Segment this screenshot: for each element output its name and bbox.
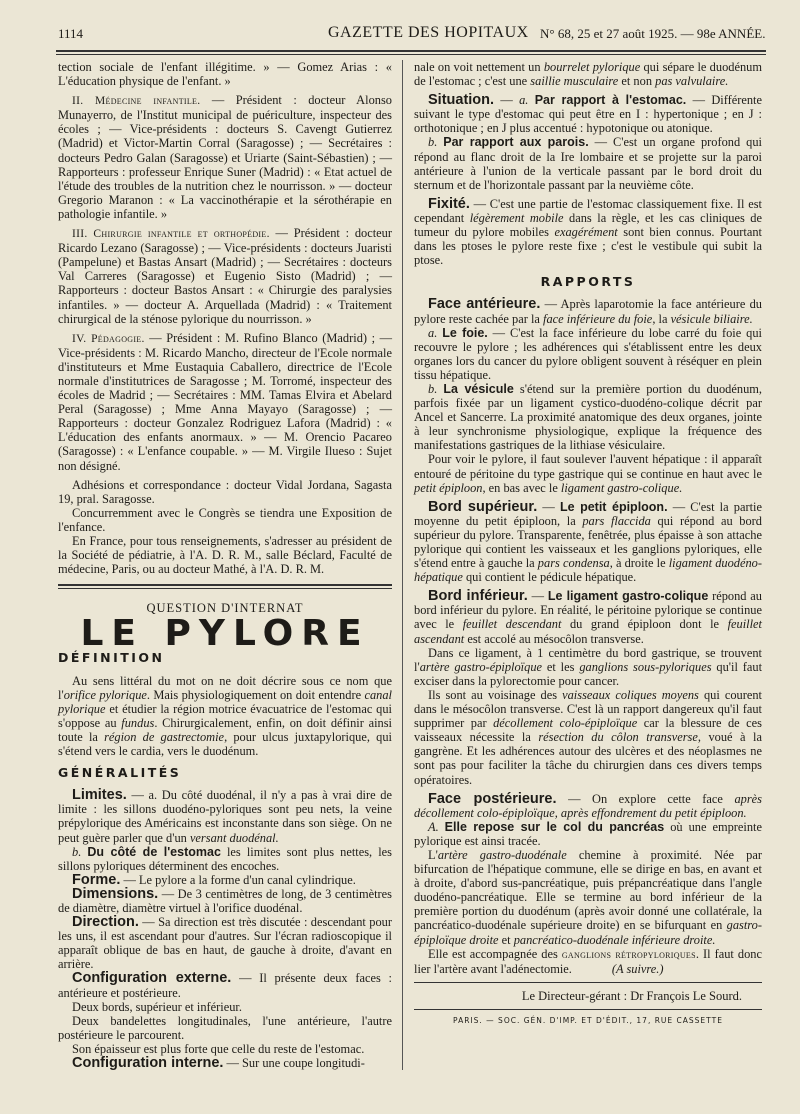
page-number: 1114 <box>58 26 84 41</box>
definition-paragraph: Au sens littéral du mot on ne doit décrire sous ce nom que l'orifice pylorique. Mais physiologiquement on doit entendre canal pylorique et étudier la région motrice évacuatrice de l'estomac qui s'oppose au fundus. Chirurgicalement, enfin, on doit définir ainsi toute la région de gastrectomie, pour ulcus juxtapylorique, qui s'étend vers le cardia, vers le duodénum. <box>58 673 392 759</box>
rapports-heading: RAPPORTS <box>540 274 636 290</box>
rubric-title: QUESTION D'INTERNAT <box>146 601 304 616</box>
config-interne-paragraph: Configuration interne. — Sur une coupe longitudi- <box>72 1055 365 1071</box>
congress-continuation: tection sociale de l'enfant illégitime. » — Gomez Arias : « L'éducation physique de l'enfant. » <box>58 60 392 89</box>
column-divider <box>402 60 403 1070</box>
page-header <box>0 22 800 52</box>
pour-voir-paragraph: Pour voir le pylore, il faut soulever l'auvent hépatique : il apparaît entouré de péritoine du type gastrique qui se continue en haut avec le petit épiploon, en bas avec le ligament gastro-colique. <box>414 452 762 495</box>
limites-label: Limites. <box>72 787 127 804</box>
left-column <box>58 60 392 1070</box>
france-paragraph: En France, pour tous renseignements, s'adresser au président de la Société de pédiatrie, à l'A. D. R. M., salle Béclard, Faculté de médecine, Paris, ou au docteur Mathé, à l'A. D. R. M. <box>58 534 392 577</box>
journal-title: GAZETTE DES HOPITAUX <box>328 24 529 41</box>
to-be-continued: (A suivre.) <box>611 961 664 976</box>
direction-paragraph: Direction. — Sa direction est très discutée : descendant pour les uns, il est ascendant pour d'autres. Sur l'écran radioscopique il apparaît oblique de bas en haut, de gauche à droite, d'avant en arrière. <box>58 914 392 972</box>
situation-b-paragraph: b. Par rapport aux parois. — C'est un organe profond qui répond au flanc droit de la Ire lombaire et se projette sur la paroi antérieure à l'union de la verticale passant par le bord droit du sternum et de l'horizontale passant par la neuvième côte. <box>414 135 762 192</box>
section-chirurgie-infantile: III. Chirurgie infantile et orthopédie. — Président : docteur Ricardo Lezano (Saragosse) ; — Vice-présidents : docteurs Juaristi (Pampelune) et Bastas Ansart (Madrid) ; — Secrétaires : docteurs Val Carreres (Saragosse) et Eugenio Sisto (Madrid) ; — Rapporteurs : docteur Bastos Ansart : « Chirurgie des paralysies infantiles. » — docteur A. Arquellada (Madrid) : « Traitement chirurgical de la sténose pylorique du nourrisson. » <box>58 226 392 326</box>
fixite-paragraph: Fixité. — C'est une partie de l'estomac classiquement fixe. Il est cependant légèrement mobile dans la règle, et les cas cliniques de tumeur du pylore mobiles exagérément sont bien connus. Pourtant dans les ptoses le pylore reste fixe ; c'est le vestibule qui subit la ptose. <box>414 195 762 268</box>
epaisseur-paragraph: Son épaisseur est plus forte que celle du reste de l'estomac. <box>72 1041 365 1056</box>
artere-paragraph: L'artère gastro-duodénale chemine à proximité. Née par bifurcation de l'hépatique commune, elle se dirige en bas, en avant et à droite, d'abord sus-pancréatique, puis prépancréatique dans l'angle duodéno-pancréatique. Elle se termine au bord inférieur de la première portion du duodénum (après avoir donné une collatérale, la pancréatico-duodénale supérieure droite) en se bifurquant en gastro-épiploïque droite et pancréatico-duodénale inférieure droite. <box>414 847 762 947</box>
ligament-paragraph: Dans ce ligament, à 1 centimètre du bord gastrique, se trouvent l'artère gastro-épiploïque et les ganglions sous-pyloriques qu'il faut exciser dans la pylorectomie pour cancer. <box>414 645 763 688</box>
section-medecine-infantile: II. Médecine infantile. — Président : docteur Alonso Munayerro, de l'Institut municipal de puériculture, inspecteur des écoles ; — Vice-présidents : docteurs S. Cavengt Gutierrez (Madrid) et Victor-Martin Corral (Saragosse) ; — Secrétaires : docteurs Pedro Galan (Saragosse) et Uriarte (Saint-Sébastien) ; — Rapporteurs : professeur Enrique Suner (Madrid) : « Etat actuel de l'étude des troubles de la nutrition chez le nourrisson. » — docteur Gregorio Maranon : « La vaccinothérapie et la sérothérapie en pathologie infantile. » <box>58 93 392 221</box>
right-column <box>414 60 762 1028</box>
adhesions-paragraph: Adhésions et correspondance : docteur Vidal Jordana, Sagasta 19, pral. Saragosse. <box>58 477 392 506</box>
config-interne-continuation: nale on voit nettement un bourrelet pylorique qui sépare le duodénum de l'estomac ; c'est une saillie musculaire et non pas valvulaire. <box>414 60 762 89</box>
dimensions-paragraph: Dimensions. — De 3 centimètres de long, de 3 centimètres de diamètre, diamètre virtuel à l'orifice duodénal. <box>58 885 392 915</box>
printer-imprint: PARIS. — SOC. GÉN. D'IMP. ET D'ÉDIT., 17, RUE CASSETTE <box>453 1015 723 1025</box>
limites-paragraph: Limites. — a. Du côté duodénal, il n'y a pas à vrai dire de limite : les sillons duodéno-pyloriques sont peu nets, la veine prépylorique des Américains est inconstante dans son siège. On ne peut guère parler que d'un versant duodénal. <box>58 787 392 845</box>
generalites-heading: GÉNÉRALITÉS <box>58 765 182 781</box>
article-title: LE PYLORE <box>80 613 370 655</box>
section-label: III. Chirurgie infantile et orthopédie. <box>72 228 270 241</box>
footer-rule-2 <box>414 1009 762 1010</box>
config-externe-paragraph: Configuration externe. — Il présente deux faces : antérieure et postérieure. <box>58 970 392 1000</box>
bords-paragraph: Deux bords, supérieur et inférieur. <box>72 999 242 1014</box>
bord-superieur-paragraph: Bord supérieur. — Le petit épiploon. — C'est la partie moyenne du petit épiploon, la pars flaccida qui répond au bord supérieur du pylore. Transparente, fenêtrée, plus épaisse à son attache pylorique qui contient les vaisseaux et les ganglions pyloriques, elle s'étend entre à gauche la pars condensa, à droite le ligament duodéno-hépatique qui contient le pédicule hépatique. <box>414 498 762 585</box>
section-label: IV. Pédagogie. <box>72 332 145 345</box>
footer-rule <box>414 982 762 983</box>
forme-paragraph: Forme. — Le pylore a la forme d'un canal cylindrique. <box>72 871 356 888</box>
header-rule <box>56 50 766 55</box>
ganglions-paragraph: Elle est accompagnée des ganglions rétropyloriques. Il faut donc lier l'artère avant l'adénectomie. (A suivre.) <box>414 946 762 976</box>
definition-heading: DÉFINITION <box>58 650 165 666</box>
face-posterieure-paragraph: Face postérieure. — On explore cette face après décollement colo-épiploïque, après effondrement du petit épiploon. <box>414 790 762 820</box>
situation-paragraph: Situation. — a. Par rapport à l'estomac. — Différente suivant le type d'estomac qui peut être en I : hypertonique ; en J : orthotonique ; en J plus accentué : hypotonique ou atonique. <box>414 92 762 136</box>
face-anterieure-paragraph: Face antérieure. — Après laparotomie la face antérieure du pylore reste cachée par la face inférieure du foie, la vésicule biliaire. <box>414 296 762 326</box>
vesicule-paragraph: b. La vésicule s'étend sur la première portion du duodénum, parfois fixée par un ligament cystico-duodéno-colique décrit par Ancel et Sancerre. La proximité anatomique des deux organes, jointe à leur synchronisme physiologique, explique la fréquence des manifestations gastriques de la lithiase vésiculaire. <box>414 381 762 453</box>
section-label: II. Médecine infantile. <box>72 95 201 108</box>
article-separator <box>58 584 392 589</box>
vaisseaux-paragraph: Ils sont au voisinage des vaisseaux coliques moyens qui courent dans le mésocôlon transverse. C'est là un rapport dangereux qu'il faut supprimer par décollement colo-épiploïque car la blessure de ces vaisseaux nécessite la résection du côlon transverse, voué à la gangrène. Et les adhérences autour des ulcères et des néoplasmes ne sont pas pour faciliter la tâche du chirurgien dans ces divers temps opératoires. <box>414 687 763 787</box>
exposition-paragraph: Concurremment avec le Congrès se tiendra une Exposition de l'enfance. <box>58 505 392 534</box>
bandelettes-paragraph: Deux bandelettes longitudinales, l'une antérieure, l'autre postérieure le parcourent. <box>58 1013 392 1042</box>
pancreas-paragraph: A. Elle repose sur le col du pancréas où une empreinte pylorique est ainsi tracée. <box>414 819 762 848</box>
limites-b-paragraph: b. Du côté de l'estomac les limites sont plus nettes, les sillons pyloriques déterminent des encoches. <box>58 844 392 873</box>
bord-inferieur-paragraph: Bord inférieur. — Le ligament gastro-colique répond au bord inférieur du pylore. En réalité, le péritoine pylorique se continue avec le feuillet descendant du grand épiploon dont le feuillet ascendant est accolé au mésocôlon transverse. <box>414 588 762 646</box>
issue-info: N° 68, 25 et 27 août 1925. — 98e ANNÉE. <box>540 26 766 41</box>
foie-paragraph: a. Le foie. — C'est la face inférieure du lobe carré du foie qui recouvre le pylore ; les adhérences qui s'établissent entre les deux organes lors du cancer du pylore obligent souvent à réséquer en plein tissu hépatique. <box>414 325 762 382</box>
director-signature: Le Directeur-gérant : Dr François Le Sourd. <box>521 988 742 1003</box>
section-pedagogie: IV. Pédagogie. — Président : M. Rufino Blanco (Madrid) ; — Vice-présidents : M. Ricardo Mancho, directeur de l'Ecole normale d'instituteurs et Mme Eustaquia Caballero, directrice de l'Ecole normale d'institutrices de Saragosse ; M. Torromé, inspecteur des écoles de Madrid ; — Secrétaires : MM. Tamas Elvira et Abelard Peral (Saragosse) ; Mme Anna Mayayo (Saragosse) ; — Rapporteurs : docteur Gonzalez Rodriguez Lafora (Madrid) : « L'éducation des enfants anormaux. » — M. Orencio Pacareo (Saragosse) : « L'enfance coupable. » — M. Virgile Ilueso : Sujet non désigné. <box>58 330 392 473</box>
